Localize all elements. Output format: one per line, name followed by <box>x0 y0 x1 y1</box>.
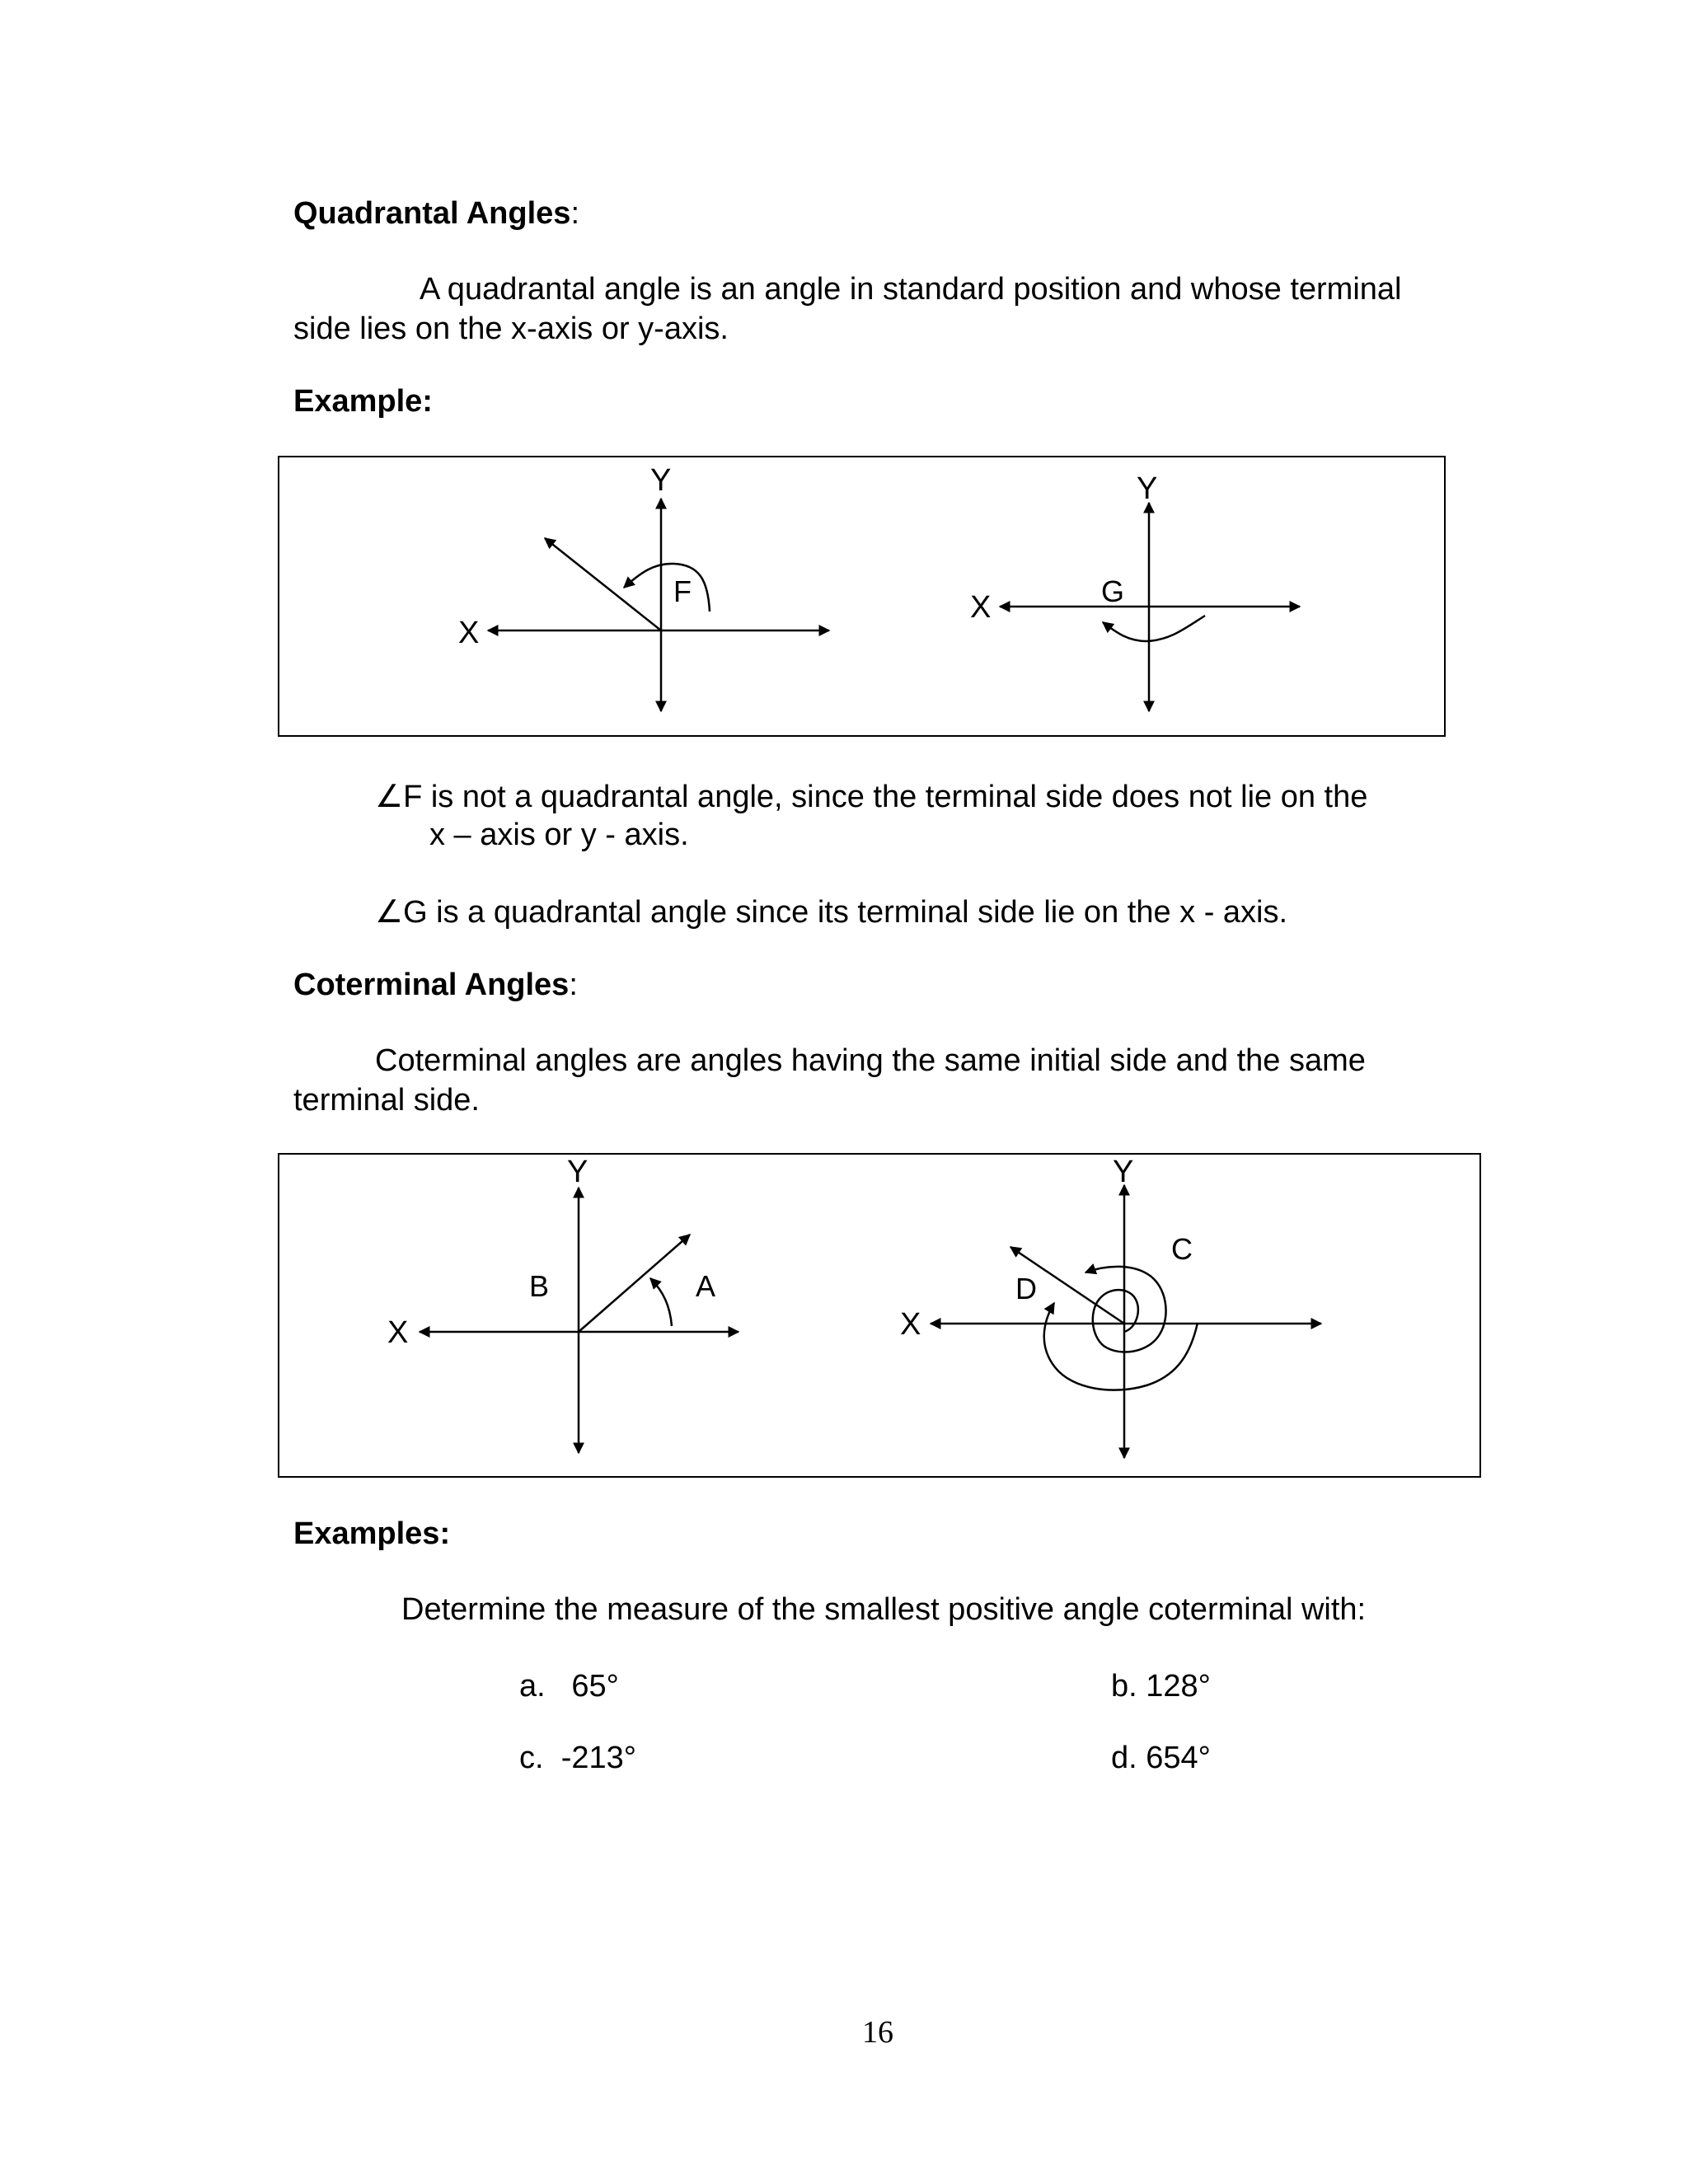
examples-instruction: Determine the measure of the smallest positive angle coterminal with: <box>401 1592 1367 1627</box>
d-label: D <box>1015 1272 1037 1305</box>
f-x-label: X <box>458 616 480 650</box>
coterminal-definition-line1: Coterminal angles are angles having the same initial side and the same <box>375 1043 1366 1078</box>
g-angle-label: G <box>1101 574 1125 608</box>
note-angle-f-line1: ∠F is not a quadrantal angle, since the terminal side does not lie on the <box>375 780 1368 814</box>
c-spiral-arc <box>1085 1267 1166 1352</box>
quadrantal-heading <box>293 196 579 232</box>
a-label: A <box>696 1269 716 1303</box>
f-terminal-side <box>545 538 661 630</box>
a-angle-arc <box>650 1278 672 1326</box>
example-item-c <box>519 1739 636 1778</box>
example-item-value: 128° <box>1146 1669 1211 1704</box>
ab-x-label: X <box>387 1315 409 1350</box>
g-x-label: X <box>970 590 992 625</box>
example-item-a <box>519 1667 619 1706</box>
example-item-value: 654° <box>1146 1741 1211 1775</box>
c-label: C <box>1171 1232 1193 1266</box>
f-y-label: Y <box>650 463 672 498</box>
coterminal-figure-box <box>278 1153 1481 1478</box>
example-item-value: 65° <box>571 1669 619 1704</box>
quadrantal-figure-box <box>278 456 1446 737</box>
example-item-letter: b. <box>1111 1669 1137 1704</box>
cd-x-label: X <box>900 1307 921 1342</box>
example-item-letter: c. <box>519 1741 544 1775</box>
f-angle-label: F <box>673 574 692 608</box>
ab-terminal-side <box>579 1235 690 1332</box>
f-angle-arc <box>624 564 710 612</box>
example-item-b <box>1111 1667 1211 1706</box>
example-item-letter: a. <box>519 1669 546 1704</box>
example-item-letter: d. <box>1111 1741 1137 1775</box>
example-item-value: -213° <box>560 1741 636 1775</box>
angle-g-diagram <box>970 471 1300 711</box>
note-angle-f-line2: x – axis or y - axis. <box>429 818 689 852</box>
angles-c-d-diagram <box>900 1155 1321 1458</box>
page-number: 16 <box>862 2015 893 2050</box>
quadrantal-heading-colon: : <box>570 196 579 231</box>
angle-f-diagram <box>458 463 829 711</box>
cd-y-label: Y <box>1113 1155 1134 1189</box>
coterminal-heading-colon: : <box>569 968 578 1002</box>
quadrantal-heading-text: Quadrantal Angles <box>293 196 571 231</box>
coterminal-heading <box>293 968 578 1003</box>
b-label: B <box>529 1269 550 1303</box>
example-item-d <box>1111 1739 1211 1778</box>
g-angle-arc <box>1103 616 1205 641</box>
d-spiral-arc <box>1044 1303 1198 1390</box>
quadrantal-figure-svg <box>279 457 1444 735</box>
coterminal-figure-svg <box>279 1155 1479 1476</box>
g-y-label: Y <box>1137 471 1158 506</box>
quadrantal-definition-line1: A quadrantal angle is an angle in standard position and whose terminal <box>420 272 1402 307</box>
note-angle-g: ∠G is a quadrantal angle since its terminal side lie on the x - axis. <box>375 895 1288 930</box>
coterminal-heading-text: Coterminal Angles <box>293 968 570 1002</box>
quadrantal-definition-line2: side lies on the x-axis or y-axis. <box>293 312 729 346</box>
ab-y-label: Y <box>567 1155 588 1189</box>
angles-a-b-diagram <box>387 1155 738 1453</box>
example-label: Example: <box>293 384 433 419</box>
coterminal-definition-line2: terminal side. <box>293 1083 480 1118</box>
examples-label: Examples: <box>293 1516 451 1551</box>
